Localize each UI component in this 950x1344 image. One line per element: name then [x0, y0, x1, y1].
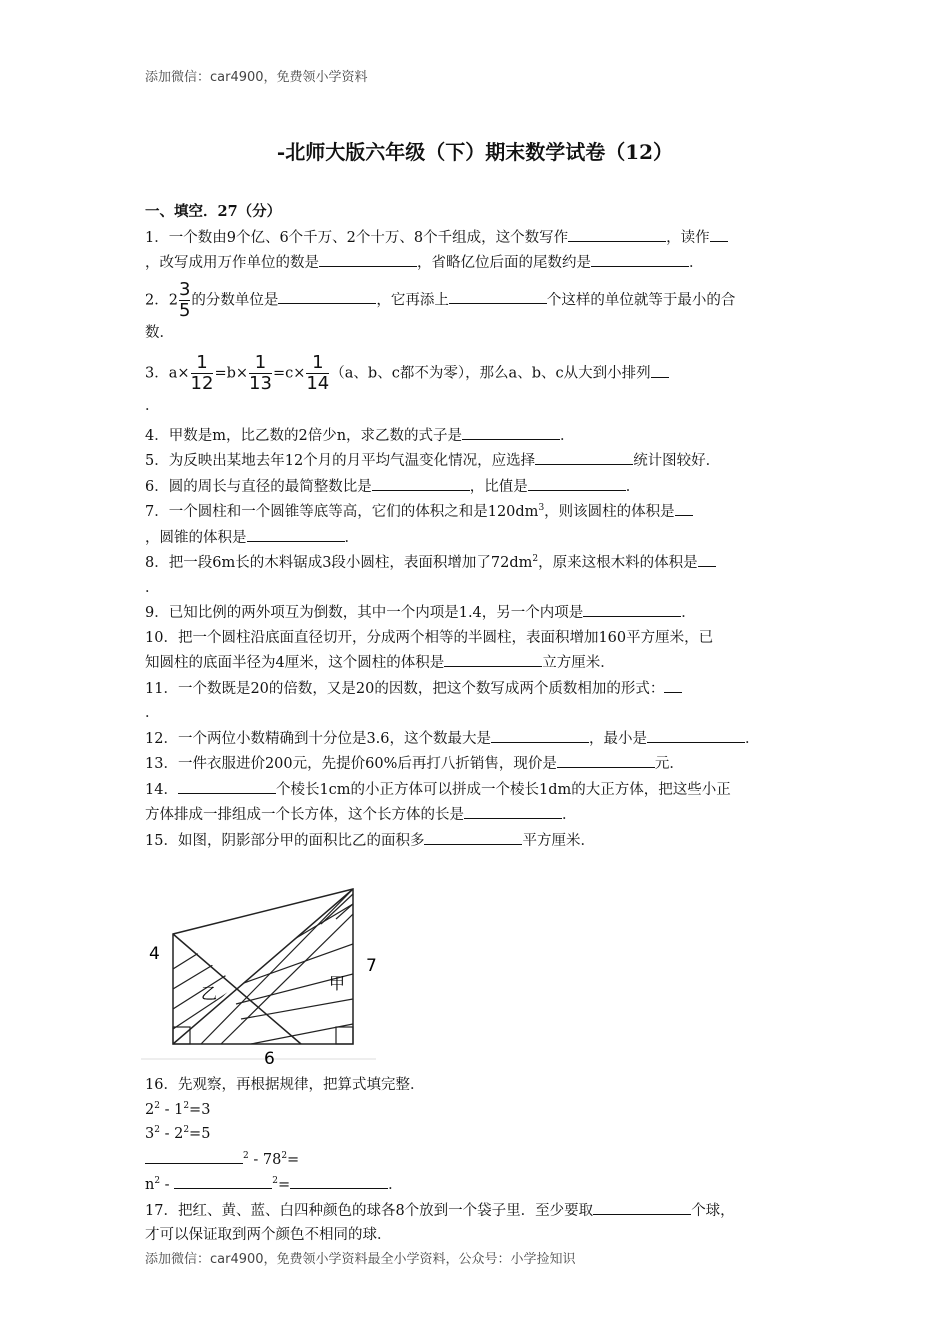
fraction: $\frac{1}{12}$ [190, 352, 214, 394]
answer-blank[interactable] [568, 225, 666, 242]
pattern-line-3: $^2 - 78^2=$ [145, 1147, 815, 1173]
question-3: 3．a× $\frac{1}{12}$ =b× $\frac{1}{13}$ =c× $\frac{1}{14}$ （a、b、c都不为零），那么a、b、c从大到小排列 ． [145, 353, 815, 419]
answer-blank[interactable] [247, 525, 345, 542]
answer-blank[interactable] [372, 474, 470, 491]
page-header: 添加微信：car4900，免费领小学资料 [145, 70, 368, 85]
triangle-diagram [141, 859, 381, 1069]
question-17: 17．把红、黄、蓝、白四种颜色的球各8个放到一个袋子里．至少要取 个球， 才可以保证取到两个颜色不相同的球． [145, 1198, 815, 1248]
answer-blank[interactable] [278, 287, 376, 304]
question-14: 14． 个棱长1cm的小正方体可以拼成一个棱长1dm的大正方体，把这些小正 方体排成一排组成一个长方体，这个长方体的长是 ． [145, 777, 815, 828]
answer-blank[interactable] [591, 250, 689, 267]
answer-blank[interactable] [593, 1198, 691, 1215]
pattern-line-4: $n^2 - ^2=$ ． [145, 1172, 815, 1198]
answer-blank[interactable] [319, 250, 417, 267]
answer-blank[interactable] [664, 676, 682, 693]
answer-blank[interactable] [557, 751, 655, 768]
answer-blank[interactable] [444, 650, 542, 667]
question-6: 6．圆的周长与直径的最简整数比是 ，比值是 ． [145, 474, 815, 500]
answer-blank[interactable] [583, 600, 681, 617]
question-2: 2．2 $\frac{3}{5}$ 的分数单位是 ，它再添上 个这样的单位就等于最小的合 数． [145, 278, 736, 341]
section-heading: 一、填空．27（分） [145, 203, 282, 220]
answer-blank[interactable] [651, 361, 669, 378]
question-7: 7．一个圆柱和一个圆锥等底等高，它们的体积之和是$120dm^3$，则该圆柱的体积是 ，圆锥的体积是 ． [145, 499, 815, 550]
answer-blank[interactable] [464, 802, 562, 819]
question-5: 5．为反映出某地去年12个月的月平均气温变化情况，应选择 统计图较好． [145, 448, 815, 474]
answer-blank[interactable] [647, 726, 745, 743]
pattern-line-2: $3^2 - 2^2=5$ [145, 1125, 211, 1142]
answer-blank[interactable] [491, 726, 589, 743]
question-15: 15．如图，阴影部分甲的面积比乙的面积多 平方厘米． [145, 828, 815, 854]
fraction: $\frac{1}{14}$ [306, 352, 330, 394]
answer-blank[interactable] [174, 1172, 272, 1189]
answer-blank[interactable] [698, 550, 716, 567]
question-12: 12．一个两位小数精确到十分位是3.6，这个数最大是 ，最小是 ． [145, 726, 815, 752]
right-angle-mark [336, 1027, 353, 1044]
pattern-line-1: $2^2 - 1^2=3$ [145, 1100, 211, 1118]
exam-content [145, 200, 815, 1248]
answer-blank[interactable] [535, 448, 633, 465]
page-title: -北师大版六年级（下）期末数学试卷（12） [276, 140, 674, 164]
question-1: 1．一个数由9个亿、6个千万、2个十万、8个千组成，这个数写作 ，读作 ，改写成用万作单位的数是 ，省略亿位后面的尾数约是 ． [145, 225, 815, 276]
question-16: 16．先观察，再根据规律，把算式填完整． [145, 1077, 425, 1093]
geometry-figure [141, 859, 381, 1069]
answer-blank[interactable] [424, 828, 522, 845]
answer-blank[interactable] [145, 1147, 243, 1164]
question-9: 9．已知比例的两外项互为倒数，其中一个内项是1.4，另一个内项是 ． [145, 600, 815, 626]
label-left: 4 [149, 944, 160, 964]
mixed-fraction: $\frac{3}{5}$ [178, 278, 191, 321]
label-right: 7 [366, 956, 377, 976]
answer-blank[interactable] [449, 287, 547, 304]
page-footer: 添加微信：car4900，免费领小学资料最全小学资料，公众号：小学捡知识 [145, 1252, 576, 1267]
question-8: 8．把一段6m长的木料锯成3段小圆柱，表面积增加了$72dm^2$，原来这根木料的体积是 ． [145, 550, 815, 600]
answer-blank[interactable] [178, 777, 276, 794]
label-yi: 乙 [201, 984, 218, 1003]
label-bottom: 6 [264, 1049, 275, 1069]
answer-blank[interactable] [462, 423, 560, 440]
label-jia: 甲 [329, 974, 346, 993]
question-13: 13．一件衣服进价200元，先提价60%后再打八折销售，现价是 元． [145, 751, 815, 777]
fraction: $\frac{1}{13}$ [249, 352, 272, 394]
answer-blank[interactable] [528, 474, 626, 491]
answer-blank[interactable] [290, 1172, 388, 1189]
question-11: 11．一个数既是20的倍数，又是20的因数，把这个数写成两个质数相加的形式： ． [145, 676, 815, 726]
question-4: 4．甲数是m，比乙数的2倍少n，求乙数的式子是 ． [145, 423, 815, 449]
hatch-jia [201, 879, 353, 1044]
question-10: 10．把一个圆柱沿底面直径切开，分成两个相等的半圆柱，表面积增加160平方厘米，已 知圆柱的底面半径为4厘米，这个圆柱的体积是 立方厘米． [145, 629, 714, 671]
answer-blank[interactable] [675, 499, 693, 516]
answer-blank[interactable] [710, 225, 728, 242]
